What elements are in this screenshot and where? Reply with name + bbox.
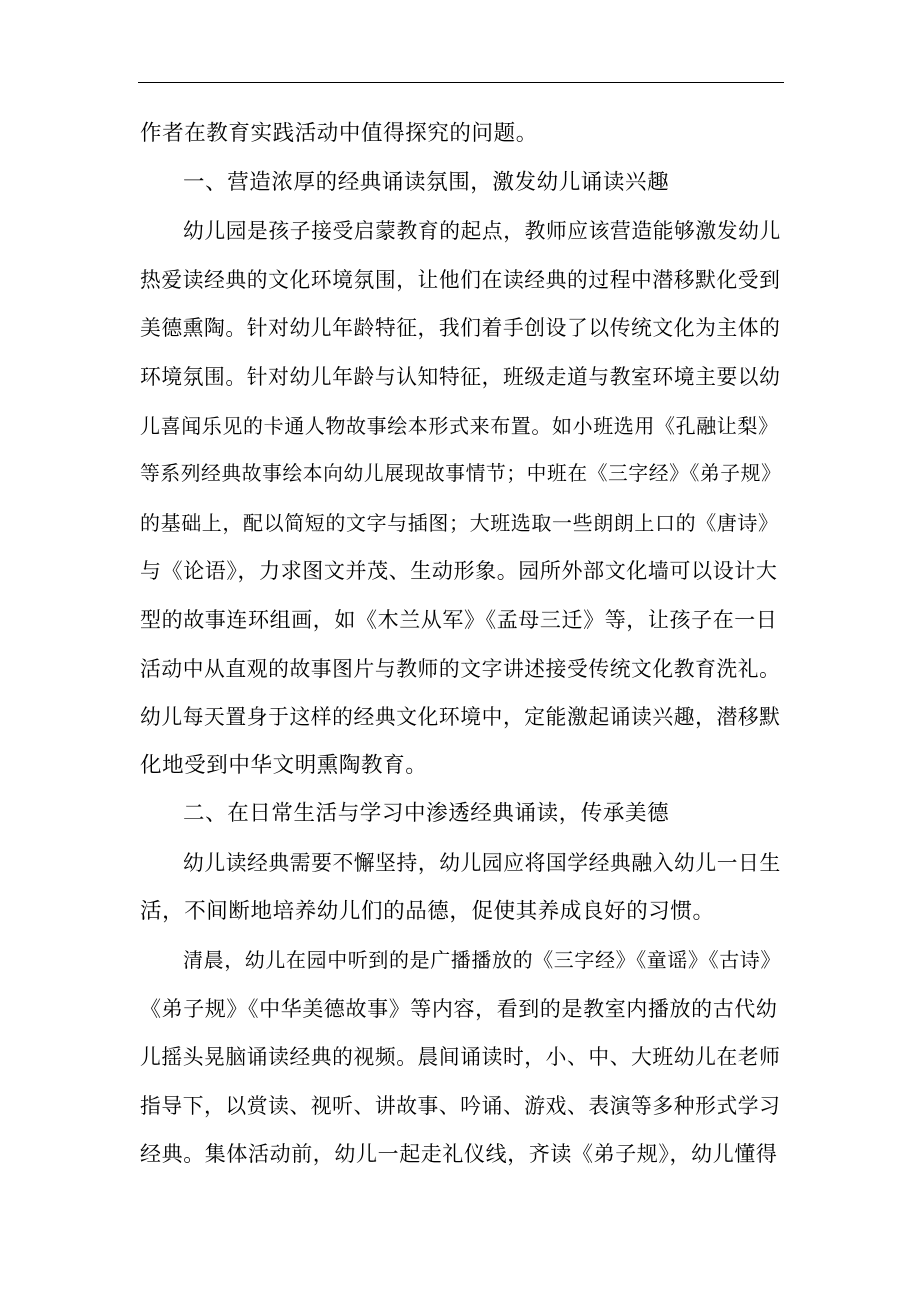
text-line: 作者在教育实践活动中值得探究的问题。 — [140, 121, 538, 146]
text-line: 的基础上，配以简短的文字与插图；大班选取一些朗朗上口的《唐诗》 — [140, 510, 779, 535]
text-line: 活，不间断地培养幼儿们的品德，促使其养成良好的习惯。 — [140, 898, 715, 924]
text-line: 一、营造浓厚的经典诵读氛围，激发幼儿诵读兴趣 — [183, 169, 670, 195]
text-line: 清晨，幼儿在园中听到的是广播播放的《三字经》《童谣》《古诗》 — [183, 948, 781, 973]
text-line: 幼儿园是孩子接受启蒙教育的起点，教师应该营造能够激发幼儿 — [183, 219, 781, 244]
text-line: 活动中从直观的故事图片与教师的文字讲述接受传统文化教育洗礼。 — [140, 656, 781, 681]
text-line: 型的故事连环组画，如《木兰从军》《孟母三迁》等，让孩子在一日 — [140, 607, 778, 632]
document-body — [140, 110, 784, 1179]
text-line: 幼儿读经典需要不懈坚持，幼儿园应将国学经典融入幼儿一日生 — [183, 850, 781, 875]
text-line: 与《论语》，力求图文并茂、生动形象。园所外部文化墙可以设计大 — [140, 559, 778, 584]
text-line: 儿摇头晃脑诵读经典的视频。晨间诵读时，小、中、大班幼儿在老师 — [140, 1045, 781, 1070]
text-line: 经典。集体活动前，幼儿一起走礼仪线，齐读《弟子规》，幼儿懂得 — [140, 1142, 778, 1167]
text-line: 幼儿每天置身于这样的经典文化环境中，定能激起诵读兴趣，潜移默 — [140, 705, 781, 730]
text-line: 热爱读经典的文化环境氛围，让他们在读经典的过程中潜移默化受到 — [140, 267, 781, 292]
header-rule — [138, 82, 784, 83]
text-line: 等系列经典故事绘本向幼儿展现故事情节；中班在《三字经》《弟子规》 — [140, 462, 782, 486]
text-line: 化地受到中华文明熏陶教育。 — [140, 752, 428, 778]
text-line: 指导下，以赏读、视听、讲故事、吟诵、游戏、表演等多种形式学习 — [140, 1093, 781, 1118]
text-line: 儿喜闻乐见的卡通人物故事绘本形式来布置。如小班选用《孔融让梨》 — [140, 413, 779, 438]
text-line: 《弟子规》《中华美德故事》等内容，看到的是教室内播放的古代幼 — [140, 996, 778, 1021]
text-line: 二、在日常生活与学习中渗透经典诵读，传承美德 — [183, 801, 670, 827]
text-line: 美德熏陶。针对幼儿年龄特征，我们着手创设了以传统文化为主体的 — [140, 316, 781, 341]
text-line: 环境氛围。针对幼儿年龄与认知特征，班级走道与教室环境主要以幼 — [140, 364, 781, 389]
